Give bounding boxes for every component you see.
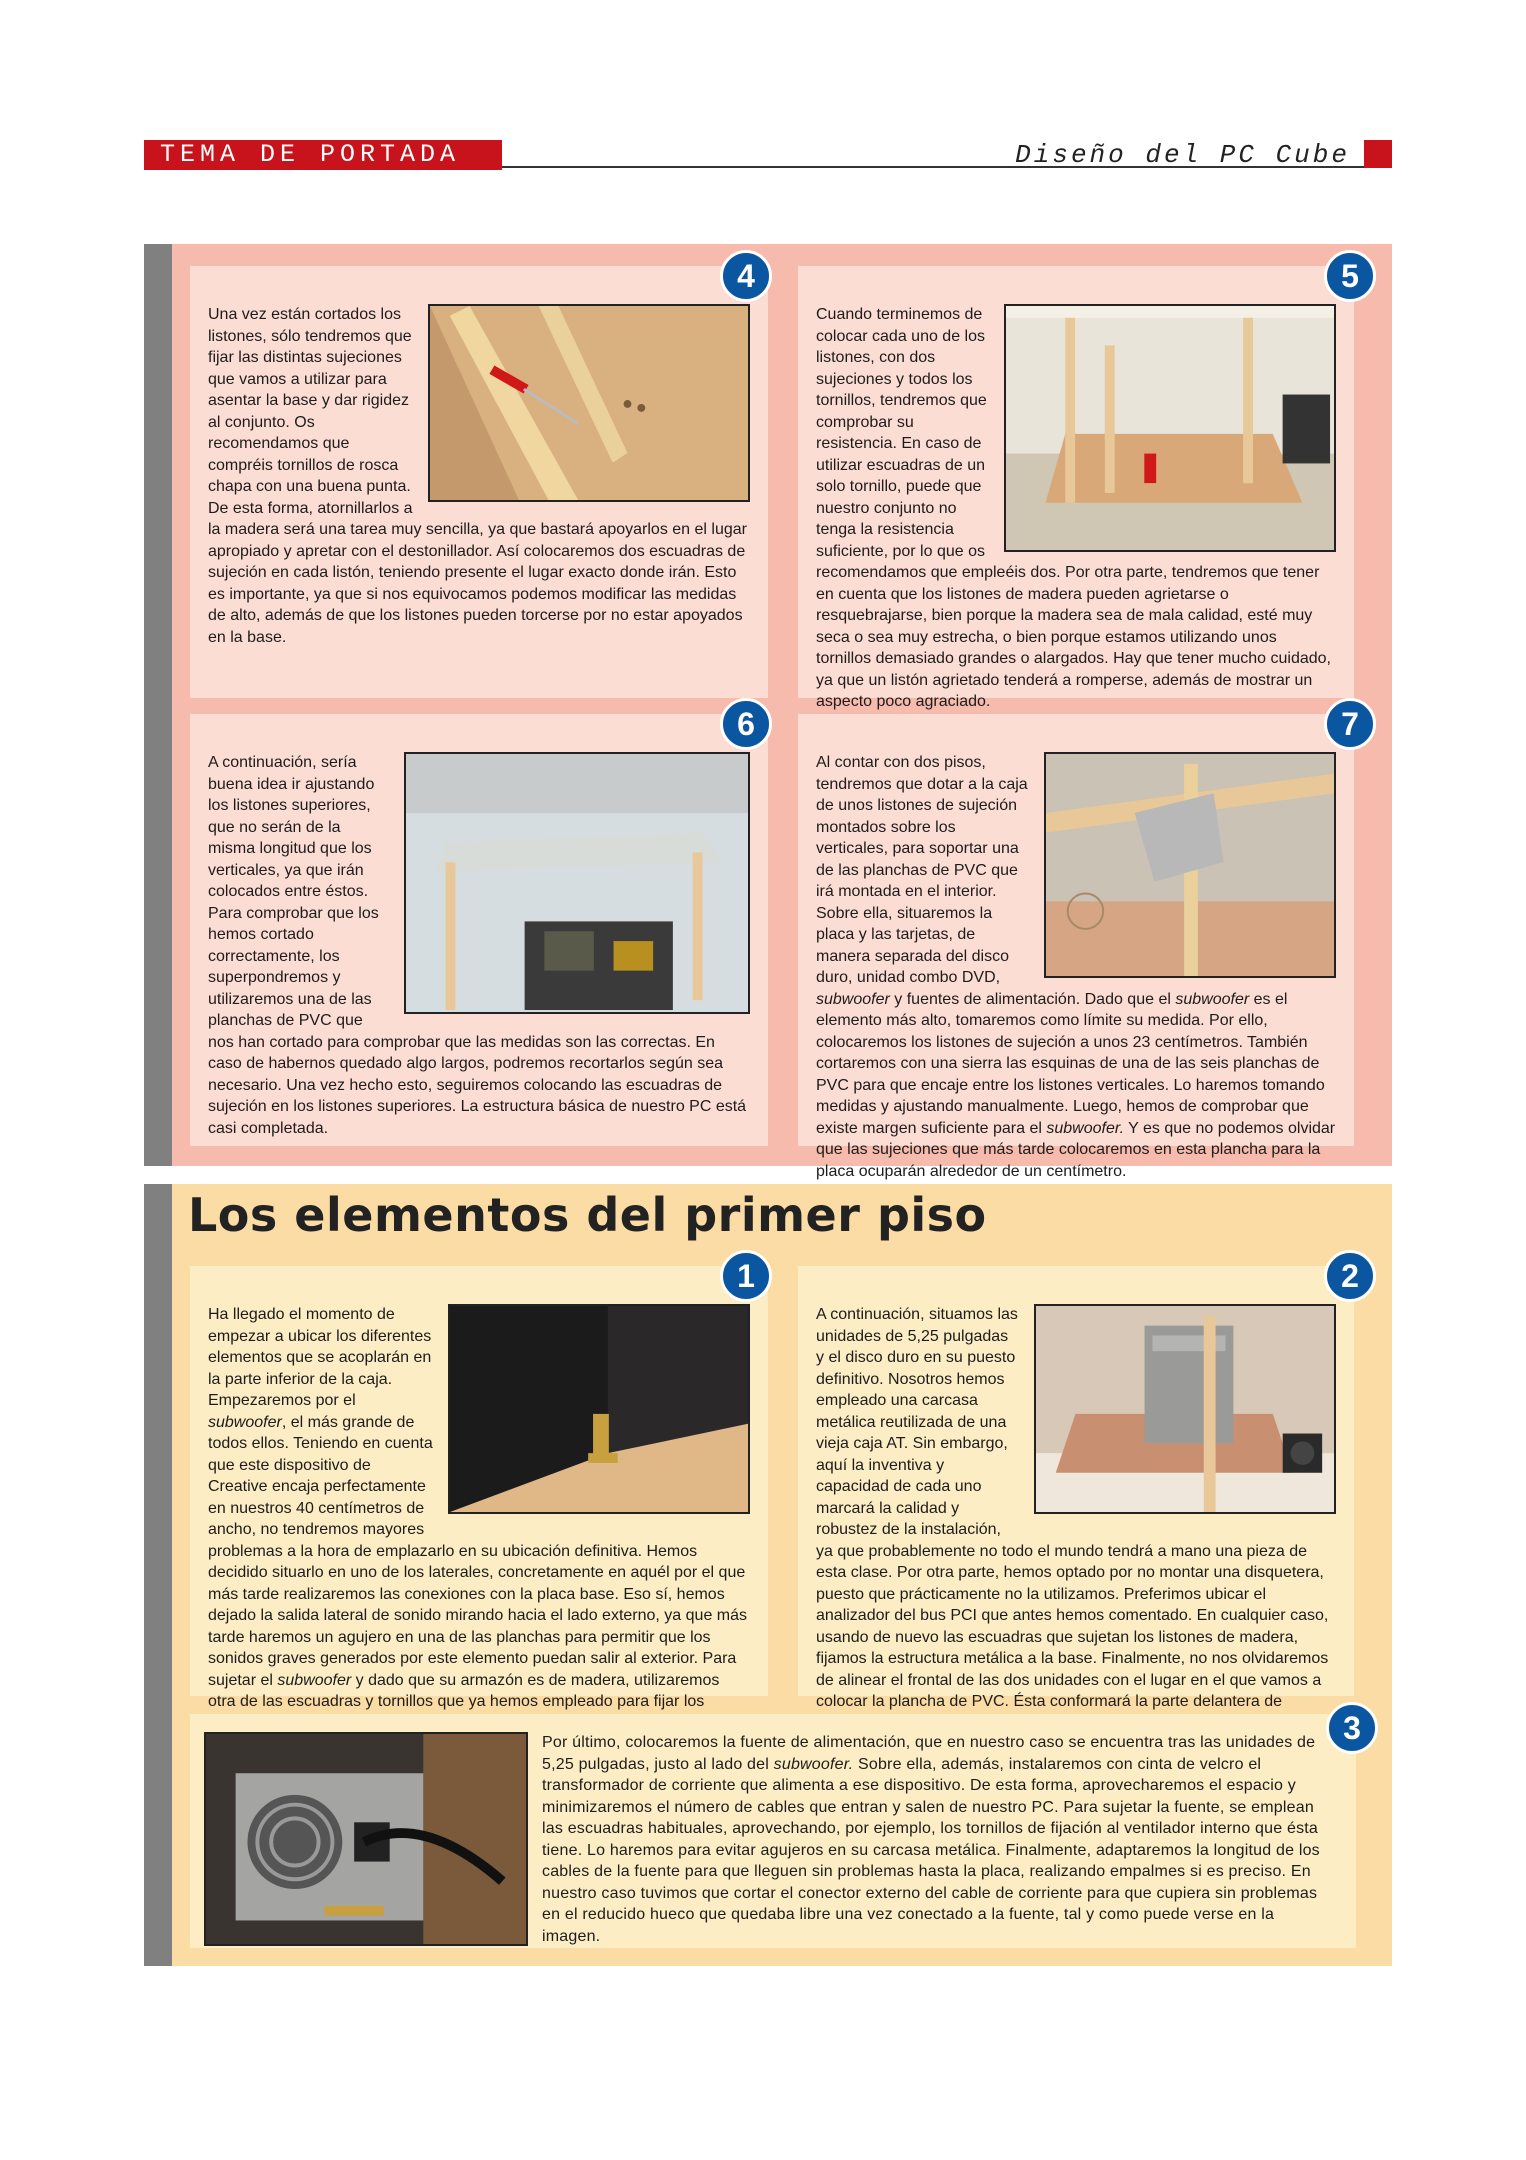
- step-6-card: [190, 714, 768, 1146]
- header-square: [1364, 140, 1392, 168]
- floor-step-1-text-part: y dado que su armazón es de madera, utilizaremos otra de las escuadras y tornillos que ya hemos empleado para fijar los: [208, 1671, 720, 1710]
- section-sidebar: [144, 1184, 172, 1966]
- floor-step-1-emphasis: subwoofer: [208, 1413, 282, 1431]
- step-7-text-part: y fuentes de alimentación. Dado que el: [889, 990, 1176, 1008]
- step-4-photo: [428, 304, 750, 502]
- step-4-text: Una vez están cortados los listones, sólo tendremos que fijar las distintas sujeciones que vamos a utilizar para asentar la base y dar rigidez al conjunto. Os recomendamos que compréis tornillos de rosca chapa con una buena punta. De esta forma, atornillarlos a la madera será una tarea muy sencilla, ya que bastará apoyarlos en el lugar apropiado y apretar con el destonillador. Así colocaremos dos escuadras de sujeción en cada listón, teniendo presente el lugar exacto donde irán. Esto es importante, ya que si nos equivocamos podemos modificar las medidas de alto, además de que los listones pueden torcerse por no estar apoyados en la base.: [208, 306, 747, 646]
- floor-step-3-card: [190, 1714, 1356, 1948]
- floor-step-2-photo: [1034, 1304, 1336, 1514]
- floor-step-3-text-part: Sobre ella, además, instalaremos con cinta de velcro el transformador de corriente que alimenta a ese dispositivo. De esta forma, aprovecharemos el espacio y minimizaremos el número de cables que entran y salen de nuestro PC. Para sujetar la fuente, se emplean las escuadras habituales, aprovechando, por ejemplo, los tornillos de fijación al ventilador interno que ésta tiene. Lo haremos para evitar agujeros en su carcasa metálica. Finalmente, adaptaremos la longitud de los cables de la fuente para que lleguen sin problemas hasta la placa, realizando empalmes si es preciso. En nuestro caso tuvimos que cortar el conector externo del cable de corriente para que cupiera sin problemas en el reducido hueco que quedaba libre una vez conectado a la fuente, tal y como puede verse en la imagen.: [542, 1755, 1320, 1945]
- assembly-steps-section: [144, 244, 1392, 1180]
- step-5-photo: [1004, 304, 1336, 552]
- step-6-photo: [404, 752, 750, 1014]
- step-4-badge: 4: [720, 250, 772, 302]
- section-sidebar: [144, 244, 172, 1166]
- floor-step-2-card: [798, 1266, 1354, 1710]
- step-5-text: Cuando terminemos de colocar cada uno de los listones, con dos sujeciones y todos los tornillos, tendremos que comprobar su resistencia. En caso de utilizar escuadras de un solo tornillo, puede que nuestro conjunto no tenga la resistencia suficiente, por lo que os recomendamos que empleéis dos. Por otra parte, tendremos que tener en cuenta que los listones de madera pueden agrietarse o resquebrajarse, bien porque la madera sea de mala calidad, esté muy seca o sea muy estrecha, o bien porque estamos utilizando unos tornillos demasiado grandes o alargados. Hay que tener mucho cuidado, ya que un listón agrietado tenderá a romperse, además de mostrar un aspecto poco agraciado.: [816, 306, 1331, 710]
- floor-step-2-text: A continuación, situamos las unidades de 5,25 pulgadas y el disco duro en su puesto definitivo. Nosotros hemos empleado una carcasa metálica reutilizada de una vieja caja AT. Sin embargo, aquí la inventiva y capacidad de cada uno marcará la calidad y robustez de la instalación, ya que probablemente no todo el mundo tendrá a mano una pieza de esta clase. Por otra parte, hemos optado por no montar una disquetera, puesto que prácticamente no la utilizamos. Preferimos ubicar el analizador del bus PCI que antes hemos comentado. En cualquier caso, usando de nuevo las escuadras que sujetan los listones de madera, fijamos la estructura metálica a la base. Finalmente, no nos olvidaremos de alinear el frontal de las dos unidades con el lugar en el que vamos a colocar la plancha de PVC. Ésta conformará la parte delantera de: [816, 1306, 1329, 1710]
- first-floor-section: [144, 1184, 1392, 1966]
- step-7-text-part: es el elemento más alto, tomaremos como límite su medida. Por ello, colocaremos los listones de sujeción a unos 23 centímetros. También cortaremos con una sierra las esquinas de una de las seis planchas de PVC para que encaje entre los listones verticales. Lo haremos tomando medidas y ajustando manualmente. Luego, hemos de comprobar que existe margen suficiente para el: [816, 990, 1325, 1137]
- step-5-card: [798, 266, 1354, 710]
- floor-step-1-emphasis: subwoofer: [277, 1671, 352, 1689]
- step-7-emphasis: subwoofer.: [1046, 1119, 1125, 1137]
- floor-step-1-card: [190, 1266, 768, 1710]
- step-5-badge: 5: [1324, 250, 1376, 302]
- floor-step-2-badge: 2: [1324, 1250, 1376, 1302]
- floor-step-3-photo: [204, 1732, 528, 1946]
- step-6-badge: 6: [720, 698, 772, 750]
- floor-step-3-text-part: Por último, colocaremos la fuente de alimentación, que en nuestro caso se encuentra tras las unidades de 5,25 pulgadas, justo al lado del: [542, 1734, 1316, 1773]
- page-header: [144, 140, 1392, 170]
- floor-step-1-photo: [448, 1304, 750, 1514]
- floor-step-1-text-part: Ha llegado el momento de empezar a ubicar los diferentes elementos que se acoplarán en la parte inferior de la caja. Empezaremos por el: [208, 1306, 432, 1409]
- floor-step-1-text-part: , el más grande de todos ellos. Teniendo en cuenta que este dispositivo de Creative encaja perfectamente en nuestros 40 centímetros de ancho, no tendremos mayores problemas a la hora de emplazarlo en su ubicación definitiva. Hemos decidido situarlo en uno de los laterales, concretamente en aquél por el que más tarde realizaremos las conexiones con la placa base. Eso sí, hemos dejado la salida lateral de sonido mirando hacia el lado externo, ya que más tarde haremos un agujero en una de las planchas para permitir que los sonidos graves generados por este elemento puedan salir al exterior. Para sujetar el: [208, 1413, 748, 1689]
- step-7-emphasis: subwoofer: [816, 990, 890, 1008]
- step-7-text-part: Y es que no podemos olvidar que las sujeciones que más tarde colocaremos en esta plancha para la placa ocuparán alrededor de un centímetro.: [816, 1119, 1336, 1180]
- article-title: Diseño del PC Cube: [1015, 140, 1350, 170]
- step-6-text: A continuación, sería buena idea ir ajustando los listones superiores, que no serán de la misma longitud que los verticales, ya que irán colocados entre éstos. Para comprobar que los hemos cortado correctamente, los superpondremos y utilizaremos una de las planchas de PVC que nos han cortado para comprobar que las medidas son las correctas. En caso de habernos quedado algo largos, podremos recortarlos según sea necesario. Una vez hecho esto, seguiremos colocando las escuadras de sujeción en los listones superiores. La estructura básica de nuestro PC está casi completada.: [208, 754, 747, 1137]
- step-7-badge: 7: [1324, 698, 1376, 750]
- section-title: Los elementos del primer piso: [188, 1188, 987, 1242]
- step-4-card: [190, 266, 768, 698]
- section-label: TEMA DE PORTADA: [144, 140, 502, 170]
- step-7-emphasis: subwoofer: [1175, 990, 1250, 1008]
- step-7-photo: [1044, 752, 1336, 978]
- step-7-text-part: Al contar con dos pisos, tendremos que dotar a la caja de unos listones de sujeción montados sobre los verticales, para soportar una de las planchas de PVC que irá montada en el interior. Sobre ella, situaremos la placa y las tarjetas, de manera separada del disco duro, unidad combo DVD,: [816, 754, 1028, 986]
- floor-step-3-badge: 3: [1326, 1702, 1378, 1754]
- floor-step-1-badge: 1: [720, 1250, 772, 1302]
- floor-step-3-emphasis: subwoofer.: [773, 1755, 854, 1773]
- step-7-card: [798, 714, 1354, 1180]
